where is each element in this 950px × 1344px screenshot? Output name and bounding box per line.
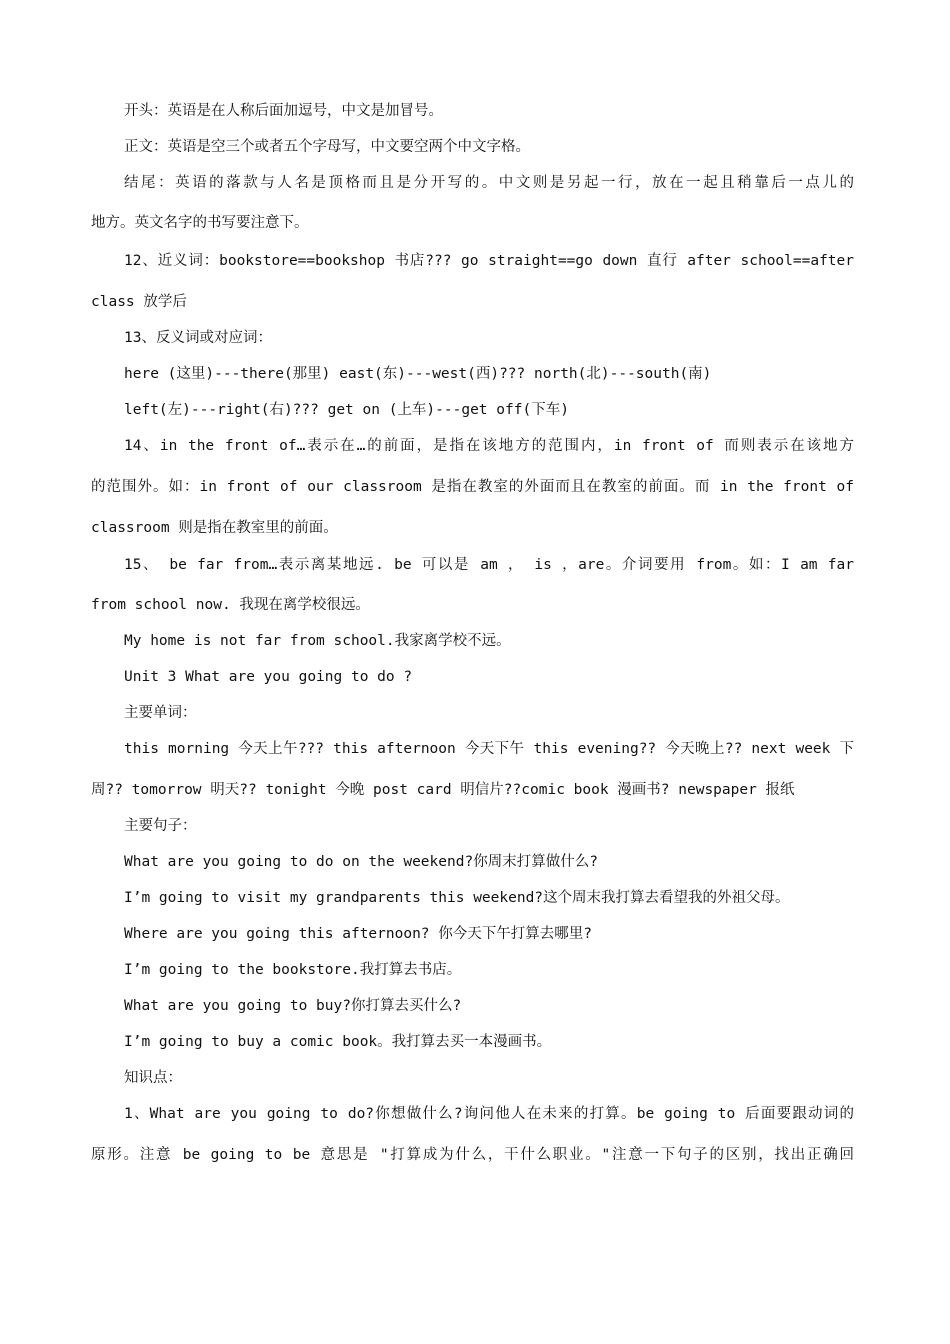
text-line-22: I’m going to visit my grandparents this weekend?这个周末我打算去看望我的外祖父母。: [124, 890, 790, 906]
text-line-5: 12、近义词：bookstore==bookshop 书店??? go straight==go down 直行 after school==after: [124, 253, 854, 269]
text-line-11: 的范围外。如：in front of our classroom 是指在教室的外面而且在教室的前面。而 in the front of: [91, 479, 854, 495]
text-line-16: Unit 3 What are you going to do ?: [124, 669, 413, 685]
text-line-28: 1、What are you going to do?你想做什么?询问他人在未来的打算。be going to 后面要跟动词的: [124, 1106, 854, 1122]
text-line-15: My home is not far from school.我家离学校不远。: [124, 633, 511, 649]
text-line-25: What are you going to buy?你打算去买什么?: [124, 998, 462, 1014]
text-line-20: 主要句子：: [124, 818, 197, 834]
text-line-14: from school now. 我现在离学校很远。: [91, 597, 370, 613]
text-line-2: 正文：英语是空三个或者五个字母写，中文要空两个中文字格。: [124, 139, 530, 155]
text-line-19: 周?? tomorrow 明天?? tonight 今晚 post card 明信片??comic book 漫画书? newspaper 报纸: [91, 782, 795, 798]
text-line-13: 15、 be far from…表示离某地远. be 可以是 am ， is ，are。介词要用 from。如：I am far: [124, 557, 854, 573]
text-line-12: classroom 则是指在教室里的前面。: [91, 520, 338, 536]
text-line-23: Where are you going this afternoon? 你今天下午打算去哪里?: [124, 926, 592, 942]
text-line-1: 开头：英语是在人称后面加逗号，中文是加冒号。: [124, 103, 443, 119]
text-line-8: here (这里)---there(那里) east(东)---west(西)??? north(北)---south(南): [124, 366, 712, 382]
text-line-3: 结尾：英语的落款与人名是顶格而且是分开写的。中文则是另起一行，放在一起且稍靠后一点儿的: [124, 175, 854, 191]
text-line-21: What are you going to do on the weekend?你周末打算做什么?: [124, 854, 598, 870]
text-line-29: 原形。注意 be going to be 意思是 "打算成为什么，干什么职业。"注意一下句子的区别，找出正确回: [91, 1147, 854, 1163]
text-line-4: 地方。英文名字的书写要注意下。: [91, 215, 309, 231]
text-line-24: I’m going to the bookstore.我打算去书店。: [124, 962, 462, 978]
text-line-27: 知识点：: [124, 1070, 182, 1086]
text-line-7: 13、反义词或对应词：: [124, 330, 272, 346]
text-line-18: this morning 今天上午??? this afternoon 今天下午 this evening?? 今天晚上?? next week 下: [124, 741, 854, 757]
text-line-9: left(左)---right(右)??? get on (上车)---get off(下车): [124, 402, 569, 418]
text-line-10: 14、in the front of…表示在…的前面，是指在该地方的范围内，in front of 而则表示在该地方: [124, 438, 854, 454]
text-line-6: class 放学后: [91, 294, 187, 310]
text-line-26: I’m going to buy a comic book。我打算去买一本漫画书。: [124, 1034, 552, 1050]
text-line-17: 主要单词：: [124, 705, 197, 721]
